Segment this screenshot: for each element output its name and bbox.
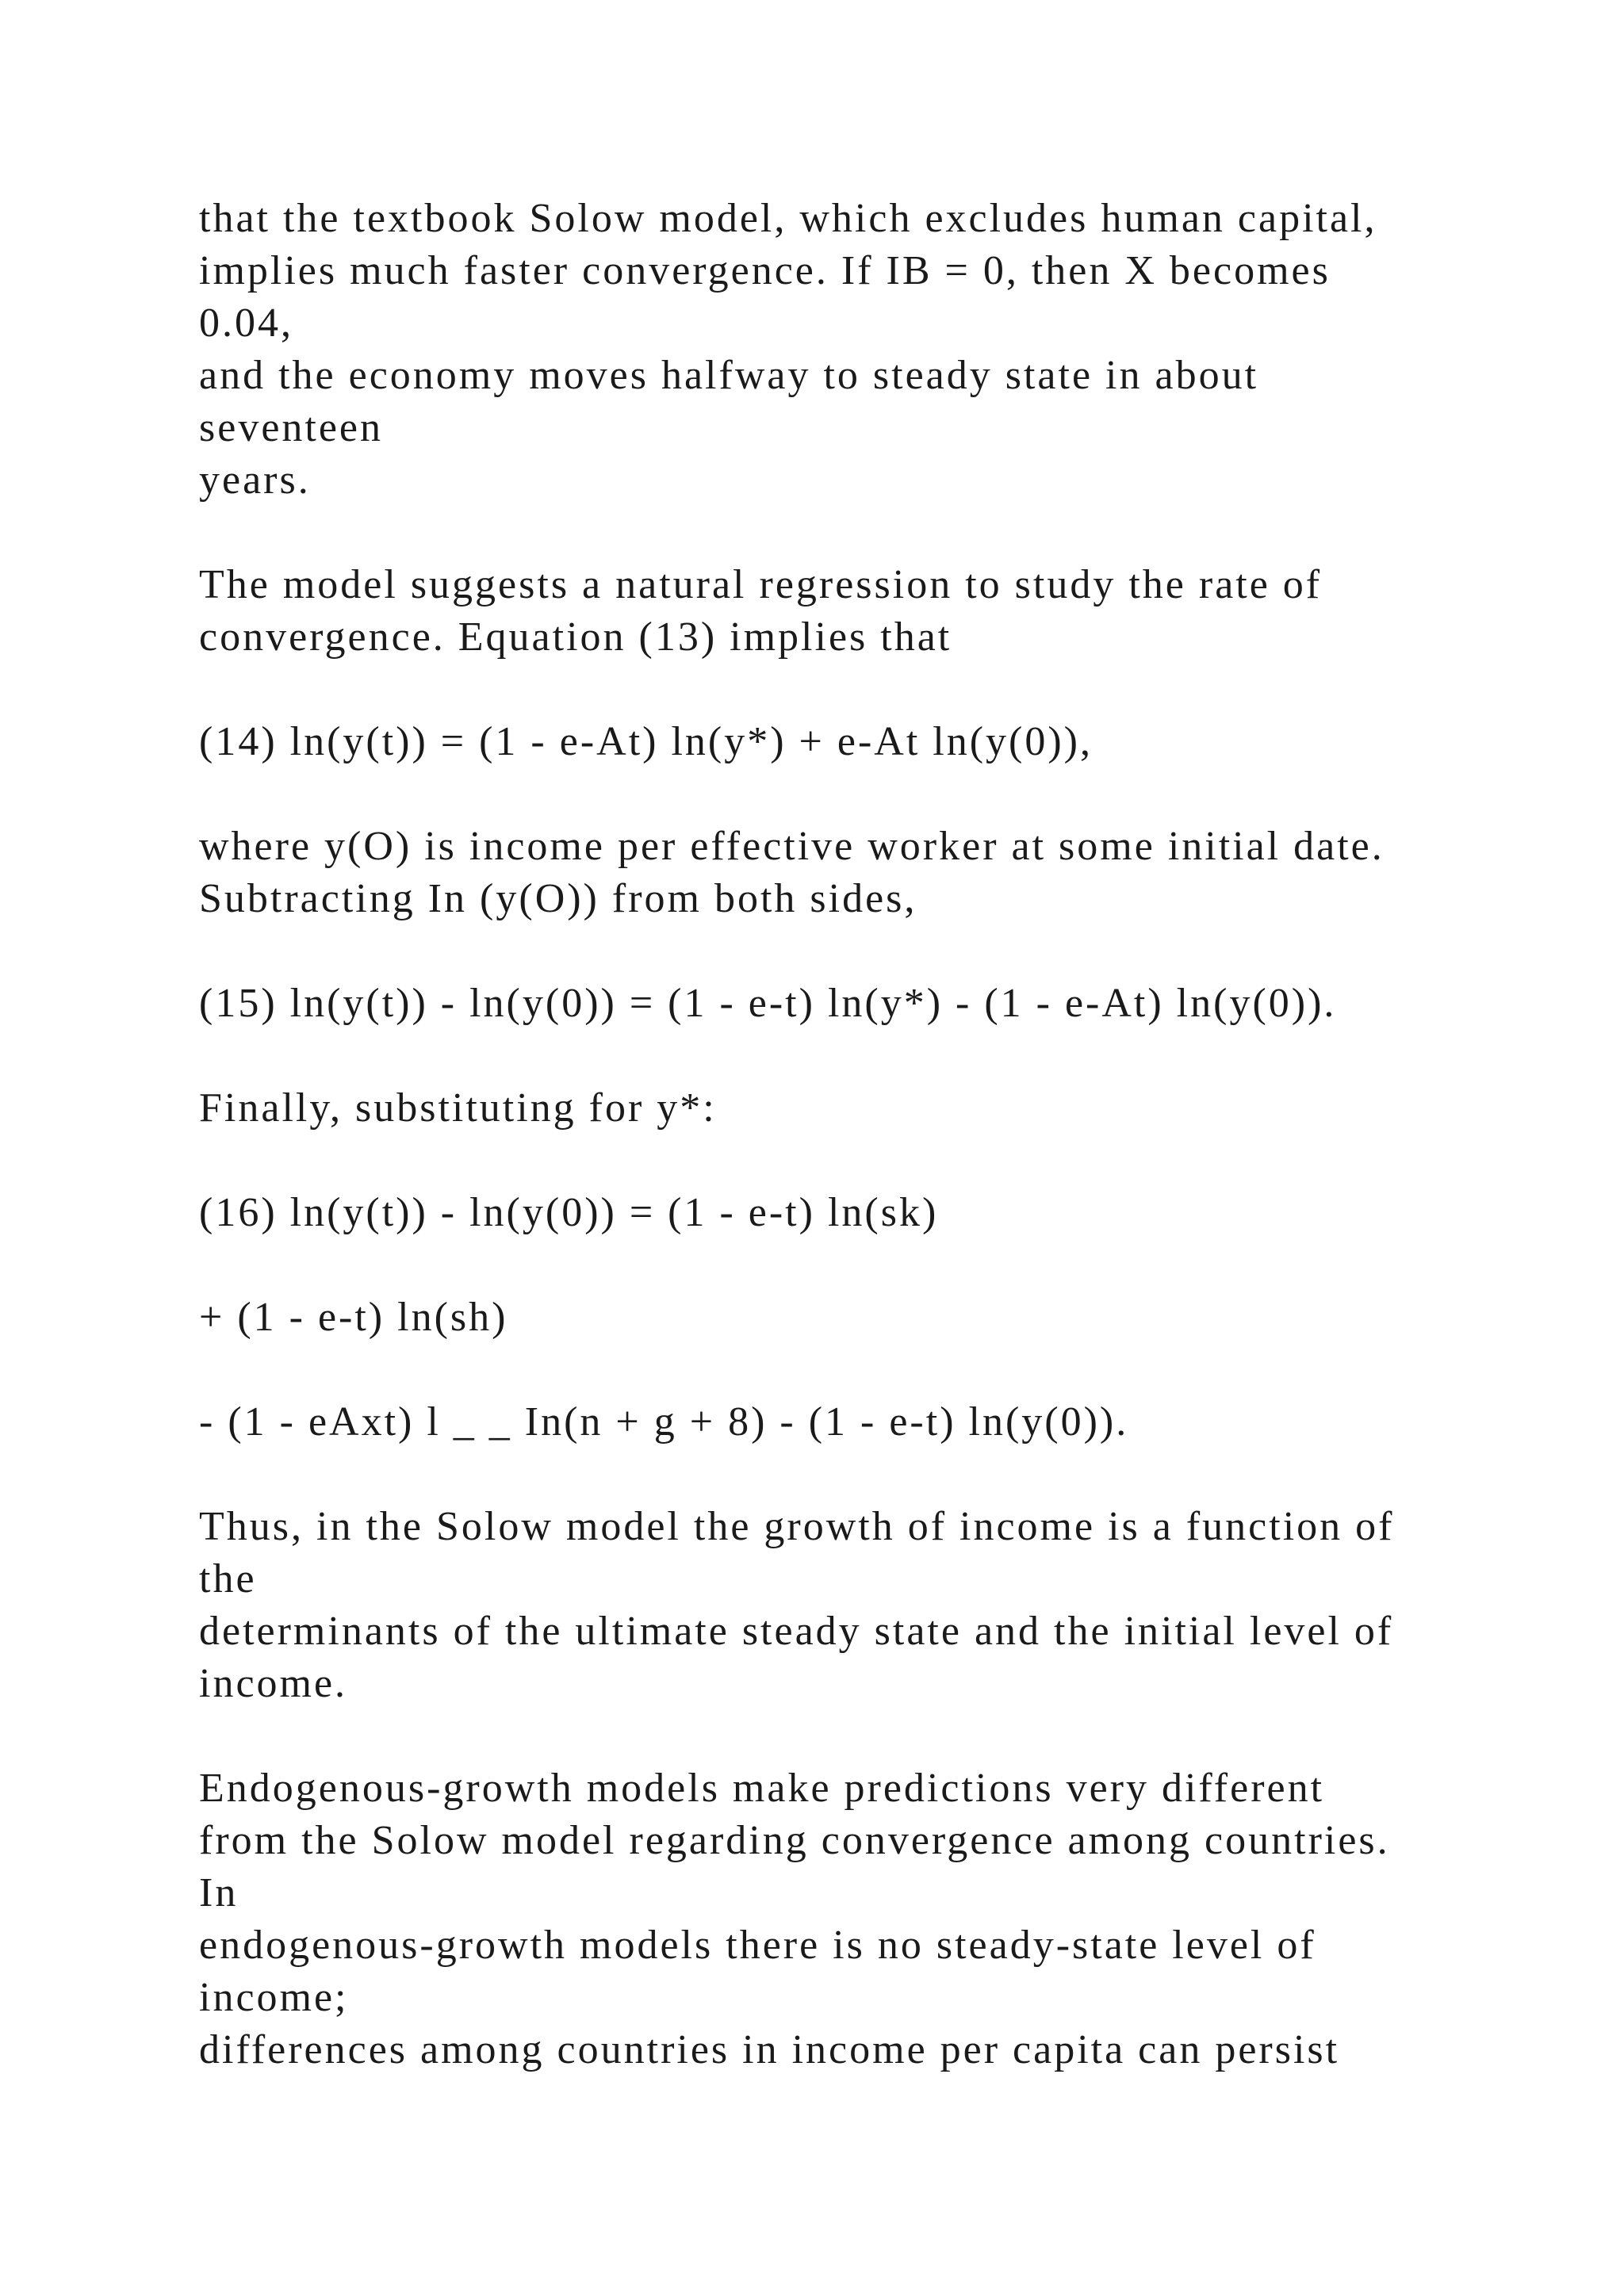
text-line: implies much faster convergence. If IB = 0, then X becomes [199,248,1331,293]
blank-line [199,1710,1547,1762]
equation-16-line-2: + (1 - e-t) ln(sh) [199,1295,508,1340]
text-line: 0.04, [199,300,293,346]
text-line: determinants of the ultimate steady state and the initial level of [199,1609,1394,1654]
text-line: seventeen [199,405,384,450]
blank-line [199,1135,1547,1187]
blank-line [199,925,1547,978]
text-line: income. [199,1661,348,1706]
blank-line [199,507,1547,559]
text-line: the [199,1556,257,1601]
equation-16-line-1: (16) ln(y(t)) - ln(y(0)) = (1 - e-t) ln(sk) [199,1190,939,1235]
text-line: Finally, substituting for y*: [199,1085,717,1131]
document-body [199,193,1547,2076]
text-line: The model suggests a natural regression to study the rate of [199,562,1323,607]
text-line: years. [199,457,311,503]
text-line: differences among countries in income per capita can persist [199,2027,1340,2072]
blank-line [199,1030,1547,1082]
text-line: endogenous-growth models there is no steady-state level of [199,1923,1316,1968]
blank-line [199,1448,1547,1501]
text-line: that the textbook Solow model, which excludes human capital, [199,196,1377,241]
text-line: where y(O) is income per effective worker at some initial date. [199,824,1385,869]
text-line: and the economy moves halfway to steady state in about [199,353,1259,398]
equation-14: (14) ln(y(t)) = (1 - e-At) ln(y*) + e-At ln(y(0)), [199,719,1093,764]
blank-line [199,1344,1547,1396]
text-line: Subtracting In (y(O)) from both sides, [199,876,917,921]
text-line: from the Solow model regarding convergence among countries. [199,1818,1390,1863]
blank-line [199,768,1547,821]
equation-15: (15) ln(y(t)) - ln(y(0)) = (1 - e-t) ln(y*) - (1 - e-At) ln(y(0)). [199,981,1337,1026]
equation-16-line-3: - (1 - eAxt) l _ _ In(n + g + 8) - (1 - e-t) ln(y(0)). [199,1399,1129,1445]
blank-line [199,664,1547,716]
text-line: In [199,1870,239,1915]
text-line: Endogenous-growth models make predictions very different [199,1766,1325,1811]
text-line: convergence. Equation (13) implies that [199,614,952,660]
text-line: Thus, in the Solow model the growth of income is a function of [199,1504,1395,1549]
text-line: income; [199,1975,349,2020]
blank-line [199,1239,1547,1292]
